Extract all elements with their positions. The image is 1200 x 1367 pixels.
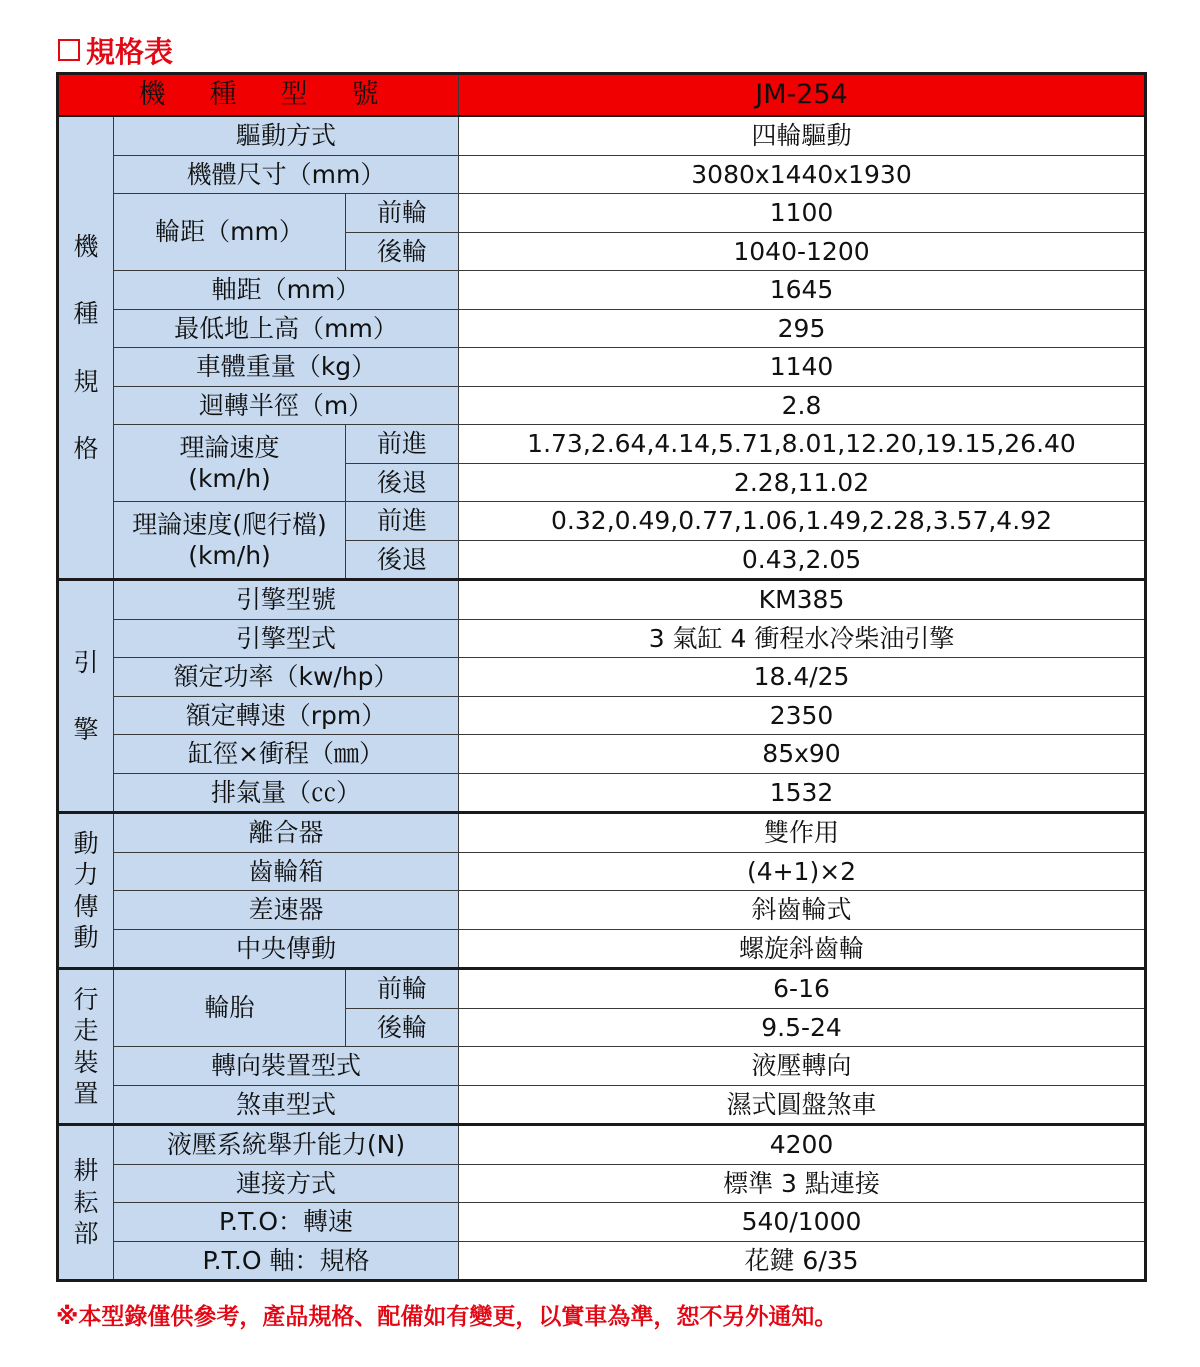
- table-row: [58, 386, 1146, 425]
- sub-label: 後輪: [346, 232, 459, 271]
- row-value: 6-16: [459, 969, 1146, 1009]
- row-label: 液壓系統舉升能力(N): [114, 1125, 459, 1165]
- row-value: 1100: [459, 194, 1146, 233]
- row-value: 螺旋斜齒輪: [459, 929, 1146, 969]
- spec-table: [56, 72, 1147, 1282]
- row-label: 額定轉速（rpm）: [114, 696, 459, 735]
- sub-label: 後退: [346, 463, 459, 502]
- row-value: 濕式圓盤煞車: [459, 1085, 1146, 1125]
- row-label: 離合器: [114, 813, 459, 853]
- row-value: 540/1000: [459, 1203, 1146, 1242]
- row-value: 0.43,2.05: [459, 540, 1146, 580]
- footnote: ※本型錄僅供參考，產品規格、配備如有變更，以實車為準，恕不另外通知。: [56, 1304, 838, 1330]
- row-value: 85x90: [459, 735, 1146, 774]
- row-label: 輪距（mm）: [114, 194, 346, 271]
- row-label: 齒輪箱: [114, 852, 459, 891]
- table-row: [58, 735, 1146, 774]
- table-row: [58, 155, 1146, 194]
- model-label-cell: [58, 74, 459, 117]
- table-row: [58, 852, 1146, 891]
- row-value: 液壓轉向: [459, 1047, 1146, 1086]
- row-value: 2350: [459, 696, 1146, 735]
- row-value: 2.8: [459, 386, 1146, 425]
- table-row: [58, 309, 1146, 348]
- row-label: 迴轉半徑（m）: [114, 386, 459, 425]
- row-label: 理論速度(爬行檔) (km/h): [114, 502, 346, 580]
- row-label: 額定功率（kw/hp）: [114, 658, 459, 697]
- table-header-row: [58, 74, 1146, 117]
- row-label: 缸徑×衝程（㎜）: [114, 735, 459, 774]
- page-title-text: 規格表: [86, 34, 174, 69]
- sub-label: 後輪: [346, 1008, 459, 1047]
- row-label: 排氣量（㏄）: [114, 773, 459, 813]
- row-value: 斜齒輪式: [459, 891, 1146, 930]
- table-row: [58, 658, 1146, 697]
- row-label: 差速器: [114, 891, 459, 930]
- row-label: 引擎型式: [114, 619, 459, 658]
- table-row: [58, 348, 1146, 387]
- row-label: 輪胎: [114, 969, 346, 1047]
- row-label: 中央傳動: [114, 929, 459, 969]
- table-row: [58, 813, 1146, 853]
- sub-label: 前進: [346, 502, 459, 541]
- row-label: 轉向裝置型式: [114, 1047, 459, 1086]
- row-value: 18.4/25: [459, 658, 1146, 697]
- row-label: 軸距（mm）: [114, 271, 459, 310]
- row-label: P.T.O 軸：規格: [114, 1241, 459, 1281]
- checkbox-square-icon: [58, 39, 80, 61]
- table-row: [58, 425, 1146, 464]
- sub-label: 前輪: [346, 969, 459, 1009]
- row-label: 最低地上高（mm）: [114, 309, 459, 348]
- table-row: [58, 1085, 1146, 1125]
- row-label: 連接方式: [114, 1164, 459, 1203]
- row-label: 引擎型號: [114, 580, 459, 620]
- table-row: [58, 1164, 1146, 1203]
- row-label: 機體尺寸（mm）: [114, 155, 459, 194]
- table-row: [58, 969, 1146, 1009]
- row-value: 0.32,0.49,0.77,1.06,1.49,2.28,3.57,4.92: [459, 502, 1146, 541]
- section-machine: 機 種 規 格: [58, 116, 114, 580]
- table-row: [58, 194, 1146, 233]
- row-value: 2.28,11.02: [459, 463, 1146, 502]
- table-row: [58, 619, 1146, 658]
- row-value: 四輪驅動: [459, 116, 1146, 155]
- row-value: 雙作用: [459, 813, 1146, 853]
- row-value: (4+1)×2: [459, 852, 1146, 891]
- row-value: 4200: [459, 1125, 1146, 1165]
- model-number: JM-254: [459, 74, 1146, 117]
- sub-label: 前輪: [346, 194, 459, 233]
- table-row: [58, 116, 1146, 155]
- row-value: KM385: [459, 580, 1146, 620]
- row-label: 理論速度 (km/h): [114, 425, 346, 502]
- row-value: 1140: [459, 348, 1146, 387]
- table-row: [58, 1047, 1146, 1086]
- row-value: 3 氣缸 4 衝程水冷柴油引擎: [459, 619, 1146, 658]
- table-row: [58, 773, 1146, 813]
- table-row: [58, 929, 1146, 969]
- table-row: [58, 1203, 1146, 1242]
- table-row: [58, 696, 1146, 735]
- row-label: P.T.O：轉速: [114, 1203, 459, 1242]
- table-row: [58, 891, 1146, 930]
- table-row: [58, 1241, 1146, 1281]
- row-label: 驅動方式: [114, 116, 459, 155]
- page-title: [58, 30, 173, 70]
- row-value: 295: [459, 309, 1146, 348]
- table-row: [58, 502, 1146, 541]
- row-label: 車體重量（kg）: [114, 348, 459, 387]
- row-value: 9.5-24: [459, 1008, 1146, 1047]
- row-value: 3080x1440x1930: [459, 155, 1146, 194]
- sub-label: 後退: [346, 540, 459, 580]
- row-label: 煞車型式: [114, 1085, 459, 1125]
- row-value: 標準 3 點連接: [459, 1164, 1146, 1203]
- row-value: 1.73,2.64,4.14,5.71,8.01,12.20,19.15,26.40: [459, 425, 1146, 464]
- table-row: [58, 1125, 1146, 1165]
- section-farming: 耕 耘 部: [58, 1125, 114, 1281]
- row-value: 1040-1200: [459, 232, 1146, 271]
- row-value: 1532: [459, 773, 1146, 813]
- section-travel: 行 走 裝 置: [58, 969, 114, 1125]
- table-row: [58, 580, 1146, 620]
- row-value: 1645: [459, 271, 1146, 310]
- model-label: 機 種 型 號: [138, 79, 379, 111]
- sub-label: 前進: [346, 425, 459, 464]
- row-value: 花鍵 6/35: [459, 1241, 1146, 1281]
- section-engine: 引 擎: [58, 580, 114, 813]
- table-row: [58, 271, 1146, 310]
- section-transmission: 動 力 傳 動: [58, 813, 114, 969]
